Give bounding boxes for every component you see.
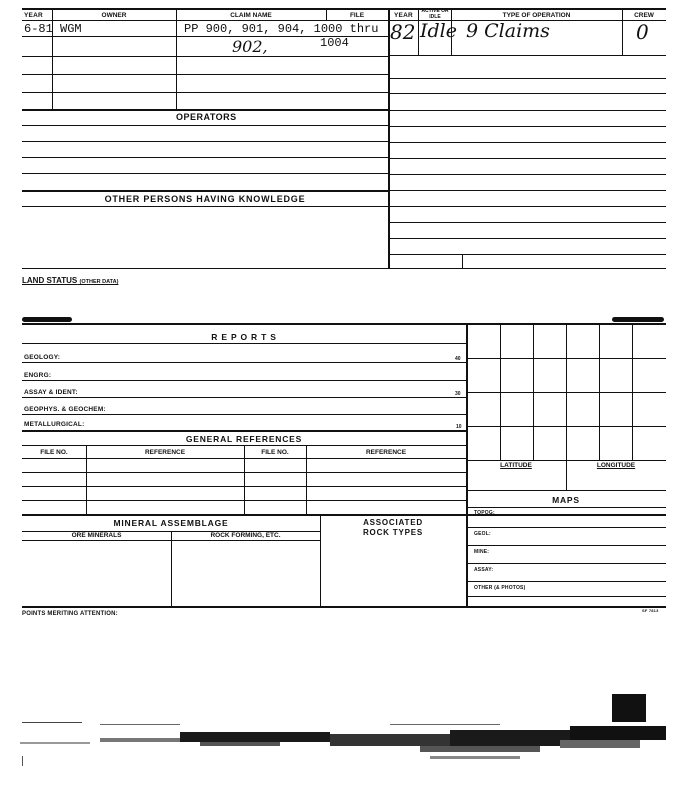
land-status-title: LAND STATUS (OTHER DATA) bbox=[22, 276, 119, 285]
header-file: FILE bbox=[349, 12, 365, 19]
scan-mark-left bbox=[22, 317, 72, 322]
maps-mine: MINE: bbox=[474, 549, 490, 555]
header-crew: CREW bbox=[634, 12, 654, 19]
maps-assay: ASSAY: bbox=[474, 567, 494, 573]
maps-other-photos: OTHER (& PHOTOS) bbox=[474, 585, 526, 591]
row1-operation-handwritten: 9 Claims bbox=[466, 20, 550, 42]
associated-rock-types-line1: ASSOCIATED bbox=[363, 518, 423, 527]
report-label-engrg: ENGRG: bbox=[24, 372, 52, 379]
scan-mark-right bbox=[612, 317, 664, 322]
row1-year: 6-81 bbox=[24, 22, 53, 36]
points-meriting-attention: POINTS MERITING ATTENTION: bbox=[22, 611, 118, 617]
header-owner: OWNER bbox=[101, 12, 127, 19]
maps-title: MAPS bbox=[552, 495, 580, 505]
report-num-geology: 40 bbox=[455, 356, 461, 362]
row1-claim-handwritten: 902, bbox=[232, 37, 268, 56]
report-label-metallurgical: METALLURGICAL: bbox=[24, 421, 85, 428]
maps-geol: GEOL: bbox=[474, 531, 491, 537]
reports-title: R E P O R T S bbox=[211, 332, 277, 342]
operators-label: OPERATORS bbox=[176, 112, 237, 122]
header-year: YEAR bbox=[24, 12, 43, 19]
general-references-title: GENERAL REFERENCES bbox=[185, 434, 303, 444]
report-label-geology: GEOLOGY: bbox=[24, 354, 61, 361]
rock-forming-label: ROCK FORMING, ETC. bbox=[210, 532, 281, 539]
associated-rock-types-line2: ROCK TYPES bbox=[362, 528, 423, 537]
row1-crew-handwritten: 0 bbox=[636, 20, 649, 44]
row1-claim-continued: 1004 bbox=[320, 36, 349, 50]
scan-tick-mark bbox=[22, 756, 23, 766]
report-num-assay: 30 bbox=[455, 391, 461, 397]
gr-col-file-no-2: FILE NO. bbox=[261, 449, 289, 456]
ore-minerals-label: ORE MINERALS bbox=[71, 532, 122, 539]
row1-year-handwritten: 82 bbox=[390, 20, 416, 44]
report-label-geophys: GEOPHYS. & GEOCHEM: bbox=[24, 406, 106, 413]
header-year-2: YEAR bbox=[394, 12, 413, 19]
scan-noise-band bbox=[0, 718, 678, 778]
row1-owner: WGM bbox=[60, 22, 82, 36]
header-type-of-operation: TYPE OF OPERATION bbox=[502, 12, 571, 19]
form-code: SF 7813 bbox=[642, 608, 659, 613]
maps-topog: TOPOG: bbox=[474, 510, 495, 516]
report-label-assay: ASSAY & IDENT: bbox=[24, 389, 78, 396]
gr-col-file-no-1: FILE NO. bbox=[40, 449, 68, 456]
header-active-idle: ACTIVE OR IDLE bbox=[421, 8, 449, 20]
other-persons-label: OTHER PERSONS HAVING KNOWLEDGE bbox=[104, 194, 306, 204]
row1-claim-name: PP 900, 901, 904, 1000 thru bbox=[184, 22, 379, 36]
row1-status-handwritten: Idle bbox=[420, 20, 457, 42]
report-num-metallurgical: 10 bbox=[456, 424, 462, 430]
header-claim-name: CLAIM NAME bbox=[230, 12, 272, 19]
gr-col-reference-1: REFERENCE bbox=[144, 449, 186, 456]
gr-col-reference-2: REFERENCE bbox=[365, 449, 407, 456]
longitude-label: LONGITUDE bbox=[596, 462, 636, 469]
latitude-label: LATITUDE bbox=[500, 462, 532, 469]
mineral-assemblage-title: MINERAL ASSEMBLAGE bbox=[113, 518, 229, 528]
